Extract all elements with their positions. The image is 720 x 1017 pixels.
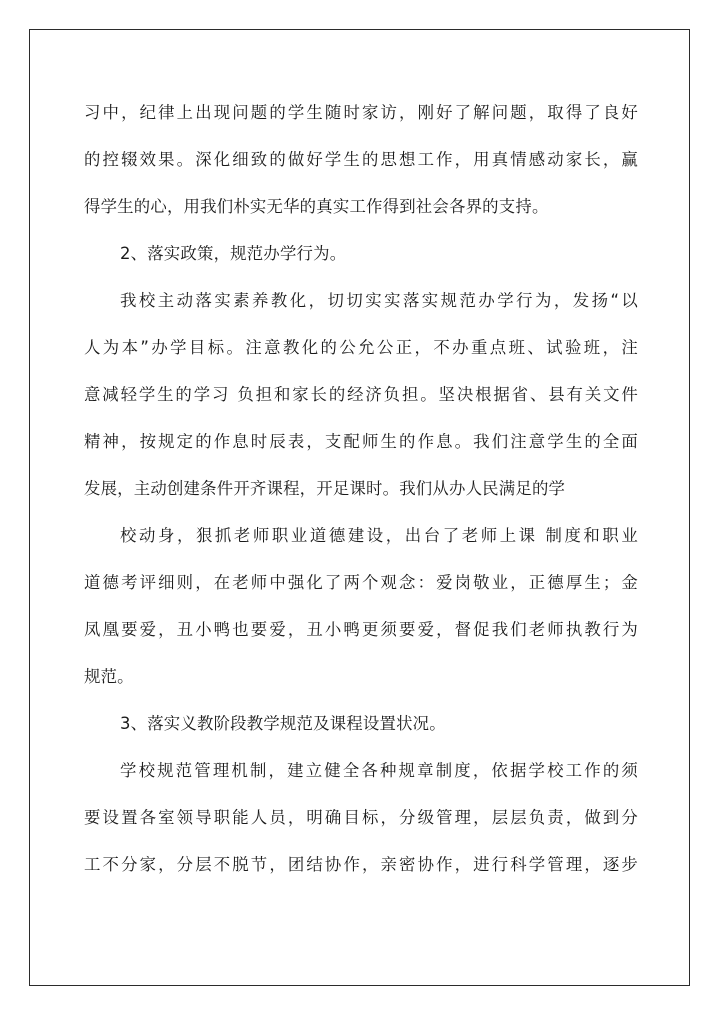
text-line: 凤凰要爱，丑小鸭也要爱，丑小鸭更须要爱，督促我们老师执教行为 bbox=[84, 620, 638, 639]
text-line: 的控辍效果。深化细致的做好学生的思想工作，用真情感动家长，赢 bbox=[84, 150, 638, 169]
text-line: 校动身，狠抓老师职业道德建设，出台了老师上课 制度和职业 bbox=[120, 526, 638, 545]
section-heading: 3、落实义教阶段教学规范及课程设置状况。 bbox=[120, 714, 446, 733]
text-line: 习中，纪律上出现问题的学生随时家访，刚好了解问题，取得了良好 bbox=[84, 103, 638, 122]
text-line: 意减轻学生的学习 负担和家长的经济负担。坚决根据省、县有关文件 bbox=[84, 385, 638, 404]
section-heading: 2、落实政策，规范办学行为。 bbox=[120, 244, 347, 263]
text-line: 得学生的心，用我们朴实无华的真实工作得到社会各界的支持。 bbox=[84, 197, 549, 216]
text-line: 精神，按规定的作息时辰表，支配师生的作息。我们注意学生的全面 bbox=[84, 432, 638, 451]
text-line: 学校规范管理机制，建立健全各种规章制度，依据学校工作的须 bbox=[120, 761, 638, 780]
text-line: 工不分家，分层不脱节，团结协作，亲密协作，进行科学管理，逐步 bbox=[84, 855, 638, 874]
text-line: 要设置各室领导职能人员，明确目标，分级管理，层层负责，做到分 bbox=[84, 808, 638, 827]
text-line: 人为本”办学目标。注意教化的公允公正，不办重点班、试验班，注 bbox=[84, 338, 638, 357]
text-line: 道德考评细则，在老师中强化了两个观念：爱岗敬业，正德厚生；金 bbox=[84, 573, 638, 592]
text-line: 我校主动落实素养教化，切切实实落实规范办学行为，发扬“以 bbox=[120, 291, 638, 310]
text-line: 规范。 bbox=[84, 667, 134, 686]
text-line: 发展，主动创建条件开齐课程，开足课时。我们从办人民满足的学 bbox=[84, 479, 566, 498]
document-body bbox=[84, 93, 638, 892]
